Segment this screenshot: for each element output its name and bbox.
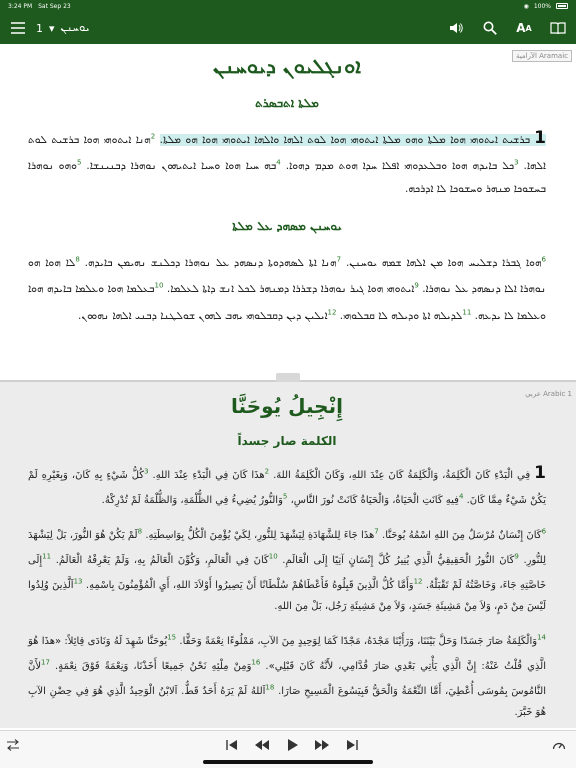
verse-text: لأَنَّ النَّامُوسَ بِمُوسَى أُعْطِيَ، أَمَّا النِّعْمَةُ وَالْحَقُّ فَبِيَسُوعَ الْمَسِيحِ صَارَا. [28, 660, 547, 697]
verse-text: فِيهِ كَانَتِ الْحَيَاةُ، وَالْحَيَاةُ كَانَتْ نُورَ النَّاسِ، [290, 495, 459, 507]
verse-number: 8 [75, 255, 80, 263]
verse-number: 11 [462, 308, 472, 316]
verse-text: ܗܢܐ ܐܝܬܘܗܝ ܗܘܐ ܒܪܫܝܬ ܠܘܬ ܐܠܗܐ. [28, 133, 547, 172]
search-icon[interactable] [482, 20, 498, 36]
paragraph [28, 462, 546, 512]
book-title: ܐܘܢܓܠܝܘܢ ܕܝܘܚܢܢ [213, 54, 361, 78]
verse-number: 2 [150, 132, 156, 140]
aramaic-pane[interactable] [0, 44, 576, 380]
font-size-icon[interactable]: A A [516, 21, 532, 35]
verse-highlighted[interactable] [159, 127, 546, 148]
verse-number: 6 [541, 527, 547, 536]
fast-forward-icon[interactable] [315, 739, 329, 751]
verse-number: 2 [264, 468, 270, 476]
verse[interactable] [101, 492, 288, 507]
verse-text: اَللهُ لَمْ يَرَهُ أَحَدٌ قَطُّ. اَلابْنُ الْوَحِيدُ الَّذِي هُوَ فِي حِضْنِ الآبِ هُوَ خَبَّرَ. [28, 685, 546, 719]
section-heading: ܡܠܬܐ ܐܬܒܣܪܬ [255, 96, 319, 110]
verse-number: 10 [154, 281, 164, 290]
paragraph [28, 628, 546, 724]
verse[interactable] [145, 527, 379, 541]
battery-percent: 100% [533, 2, 551, 10]
verse-text: هذَا جَاءَ لِلشَّهَادَةِ لِيَشْهَدَ لِلنُّورِ، لِكَيْ يُؤْمِنَ الْكُلُّ بِوَاسِطَتِهِ. [145, 529, 375, 541]
verse-text: كَانَ النُّورُ الْحَقِيقِيُّ الَّذِي يُنِيرُ كُلَّ إِنْسَانٍ آتِيًا إِلَى الْعَالَمِ. [282, 554, 515, 566]
verse-text: وَالنُّورُ يُضِيءُ فِي الظُّلْمَةِ، وَالظُّلْمَةُ لَمْ تُدْرِكْهُ. [101, 495, 283, 507]
verse-text: ܐܝܬܘܗܝ ܗܘܐ ܓܝܪ ܢܘܗܪܐ ܕܫܪܪܐ ܕܡܢܗܪ ܠܟܠ ܐܢܫ ܕܐܬܐ ܠܥܠܡܐ. [166, 283, 415, 295]
menu-icon[interactable] [10, 20, 26, 36]
verse-text: يُوحَنَّا شَهِدَ لَهُ وَنَادَى قِائِلاً: «هذَا هُوَ الَّذِي قُلْتُ عَنْهُ: إِنَّ الَّذِي يَأْتِي بَعْدِي صَارَ قُدَّامِي، لأَنَّهُ كَانَ قَبْلِي». [28, 635, 546, 672]
verse-number: 7 [374, 527, 379, 536]
paragraph [28, 522, 546, 618]
speed-icon[interactable] [552, 739, 566, 751]
section-heading: الكلمة صار جسداً [237, 434, 337, 448]
verse-text: ܗܢܐ ܐܬܐ ܠܣܗܕܘܬܐ ܕܢܣܗܕ ܥܠ ܢܘܗܪܐ ܕܟܠܢܫ ܢܗܝܡܢ ܒܐܝܕܗ. [84, 256, 337, 269]
swap-icon[interactable] [6, 739, 20, 751]
book-title: إِنْجِيلُ يُوحَنَّا [231, 394, 343, 418]
verse-text: كَانَ فِي الْعَالَمِ، وَكُوِّنَ الْعَالَمُ بِهِ، وَلَمْ يَعْرِفْهُ الْعَالَمُ. [55, 554, 269, 566]
verse-text: لَمْ يَكُنْ هُوَ النُّورَ، بَلْ لِيَشْهَدَ لِلنُّورِ. [28, 529, 547, 566]
verse-number: 6 [541, 255, 546, 263]
verse[interactable] [273, 463, 546, 484]
book-label: ܝܘܚܢܢ [60, 21, 90, 34]
verse[interactable] [55, 658, 261, 672]
verse-text: اَلَّذِينَ وُلِدُوا لَيْسَ مِنْ دَمٍ، وَلاَ مِنْ مَشِيئَةِ جَسَدٍ، وَلاَ مِنْ مَشِيئَةِ رَجُل، بَلْ مِنَ اللهِ. [28, 579, 546, 613]
status-date: Sat Sep 23 [38, 2, 71, 10]
skip-back-icon[interactable] [225, 739, 239, 751]
verse-number: 9 [414, 281, 419, 290]
rewind-icon[interactable] [255, 739, 269, 751]
verse[interactable] [85, 257, 341, 269]
chapter-label: 1 [36, 21, 43, 35]
section-heading: ܝܘܚܢܢ ܡܣܗܕ ܥܠ ܡܠܬܐ [232, 219, 342, 233]
verse-number: 10 [268, 552, 278, 561]
verse[interactable] [55, 552, 278, 566]
verse-number: 5 [76, 158, 82, 167]
play-icon[interactable] [285, 739, 299, 751]
verse-text: إِلَى خَاصَّتِهِ جَاءَ، وَخَاصَّتُهُ لَمْ تَقْبَلْهُ. [28, 554, 546, 591]
verse-number: 4 [276, 158, 281, 167]
verse-number: 3 [144, 468, 149, 476]
verse-number: 3 [514, 158, 519, 167]
book-selector[interactable] [36, 21, 90, 35]
verse[interactable] [86, 160, 280, 172]
verse-number: 7 [336, 255, 342, 263]
battery-icon [556, 3, 568, 9]
chapter-number: 1 [534, 463, 546, 484]
verse[interactable] [153, 470, 270, 481]
toolbar [0, 12, 576, 44]
verse-number: 5 [282, 492, 288, 501]
verse-text: هذَا كَانَ فِي الْبَدْءِ عِنْدَ اللهِ. [152, 470, 265, 482]
verse[interactable] [78, 310, 336, 322]
verse-number: 13 [73, 577, 83, 586]
verse[interactable] [85, 577, 423, 591]
status-bar [0, 0, 576, 12]
chapter-number: 1 [534, 127, 546, 148]
verse-number: 12 [327, 308, 337, 316]
verse-number: 14 [537, 633, 546, 642]
verse[interactable] [282, 552, 519, 566]
verse-text: ܒܪܫܝܬ ܐܝܬܘܗܝ ܗܘܐ ܡܠܬܐ ܘܗܘ ܡܠܬܐ ܐܝܬܘܗܝ ܗܘܐ ܠܘܬ ܐܠܗܐ ܘܐܠܗܐ ܐܝܬܘܗܝ ܗܘܐ ܗܘ ܡܠܬܐ. [159, 133, 531, 146]
book-icon[interactable] [550, 20, 566, 36]
verse[interactable] [286, 160, 519, 172]
verse-text: وَالْكَلِمَةُ صَارَ جَسَدًا وَحَلَّ بَيْنَنَا، وَرَأَيْنَا مَجْدَهُ، مَجْدًا كَمَا لِوَحِيدٍ مِنَ الآبِ، مَمْلُوءًا نِعْمَةً وَحَقًّا. [179, 635, 538, 647]
verse-text: ܒܥܠܡܐ ܗܘܐ ܘܥܠܡܐ ܒܐܝܕܗ ܗܘܐ ܘܥܠܡܐ ܠܐ ܝܕܥܗ. [28, 283, 546, 322]
verse[interactable] [382, 527, 547, 541]
language-tag[interactable]: عربي Arabic 1 [525, 390, 572, 398]
verse-text: ܟܠ ܒܐܝܕܗ ܗܘܐ ܘܒܠܥܕܘܗܝ ܐܦܠܐ ܚܕܐ ܗܘܬ ܡܕܡ ܕܗܘܐ. [285, 160, 515, 172]
verse-number: 12 [413, 577, 423, 586]
verse-number: 18 [265, 683, 275, 692]
language-tag[interactable]: الآرامية Aramaic [512, 50, 572, 62]
verse[interactable] [340, 310, 472, 322]
chevron-down-icon: ▾ [49, 21, 55, 35]
verse-number: 8 [137, 527, 143, 536]
verse-number: 9 [514, 552, 519, 561]
speaker-icon[interactable] [448, 20, 464, 36]
arabic-pane[interactable] [0, 382, 576, 728]
verse-text: ܒܗ ܚܝܐ ܗܘܐ ܘܚܝܐ ܐܝܬܝܗܘܢ ܢܘܗܪܐ ܕܒܢܝܢܫܐ. [86, 160, 277, 172]
verse-text: وَمِنْ مِلْئِهِ نَحْنُ جَمِيعًا أَخَذْنَا، وَنِعْمَةً فَوْقَ نِعْمَةٍ. [55, 660, 252, 672]
verse-number: 16 [251, 658, 261, 667]
verse-number: 15 [167, 633, 177, 642]
skip-forward-icon[interactable] [345, 739, 359, 751]
verse-text: كُلُّ شَيْءٍ بِهِ كَانَ، وَبِغَيْرِهِ لَمْ يَكُنْ شَيْءٌ مِمَّا كَانَ. [28, 470, 546, 507]
verse-text: وَأَمَّا كُلُّ الَّذِينَ قَبِلُوهُ فَأَعْطَاهُمْ سُلْطَانًا أَنْ يَصِيرُوا أَوْلاَدَ اللهِ، أَيِ الْمُؤْمِنُونَ بِاسْمِهِ. [85, 579, 414, 591]
verse-number: 11 [42, 552, 52, 561]
verse-text: ܗܘܐ ܓܒܪܐ ܕܫܠܝܚ ܗܘܐ ܡܢ ܐܠܗܐ ܫܡܗ ܝܘܚܢܢ. [345, 256, 542, 269]
verse-text: ܠܐ ܗܘܐ ܗܘ ܢܘܗܪܐ ܐܠܐ ܕܢܣܗܕ ܥܠ ܢܘܗܪܐ. [28, 256, 546, 295]
verse[interactable] [179, 633, 546, 647]
paragraph [28, 248, 546, 328]
verse-text: فِي الْبَدْءِ كَانَ الْكَلِمَةُ، وَالْكَلِمَةُ كَانَ عِنْدَ اللهِ، وَكَانَ الْكَلِمَةُ اللهَ. [273, 470, 531, 482]
paragraph [28, 125, 546, 201]
wifi-icon: ◉ [523, 2, 529, 10]
verse[interactable] [290, 492, 464, 507]
verse-text: ܠܕܝܠܗ ܐܬܐ ܘܕܝܠܗ ܠܐ ܩܒܠܘܗܝ. [339, 309, 463, 322]
verse-text: ܘܗܘ ܢܘܗܪܐ ܒܚܫܘܟܐ ܡܢܗܪ ܘܚܫܘܟܐ ܠܐ ܐܕܪܟܗ. [28, 160, 546, 195]
home-indicator[interactable] [203, 760, 373, 764]
verse[interactable] [346, 257, 546, 269]
status-time: 3:24 PM [8, 2, 33, 10]
verse-text: ܐܝܠܝܢ ܕܝܢ ܕܩܒܠܘܗܝ ܝܗܒ ܠܗܘܢ ܫܘܠܛܢܐ ܕܒܢܝ ܐܠܗܐ ܢܗܘܘܢ. [78, 309, 328, 322]
verse-number: 17 [41, 658, 50, 667]
verse-number: 4 [458, 492, 464, 501]
verse[interactable] [167, 283, 419, 295]
verse-text: كَانَ إِنْسَانٌ مُرْسَلٌ مِنَ اللهِ اسْمُهُ يُوحَنَّا. [382, 529, 542, 541]
